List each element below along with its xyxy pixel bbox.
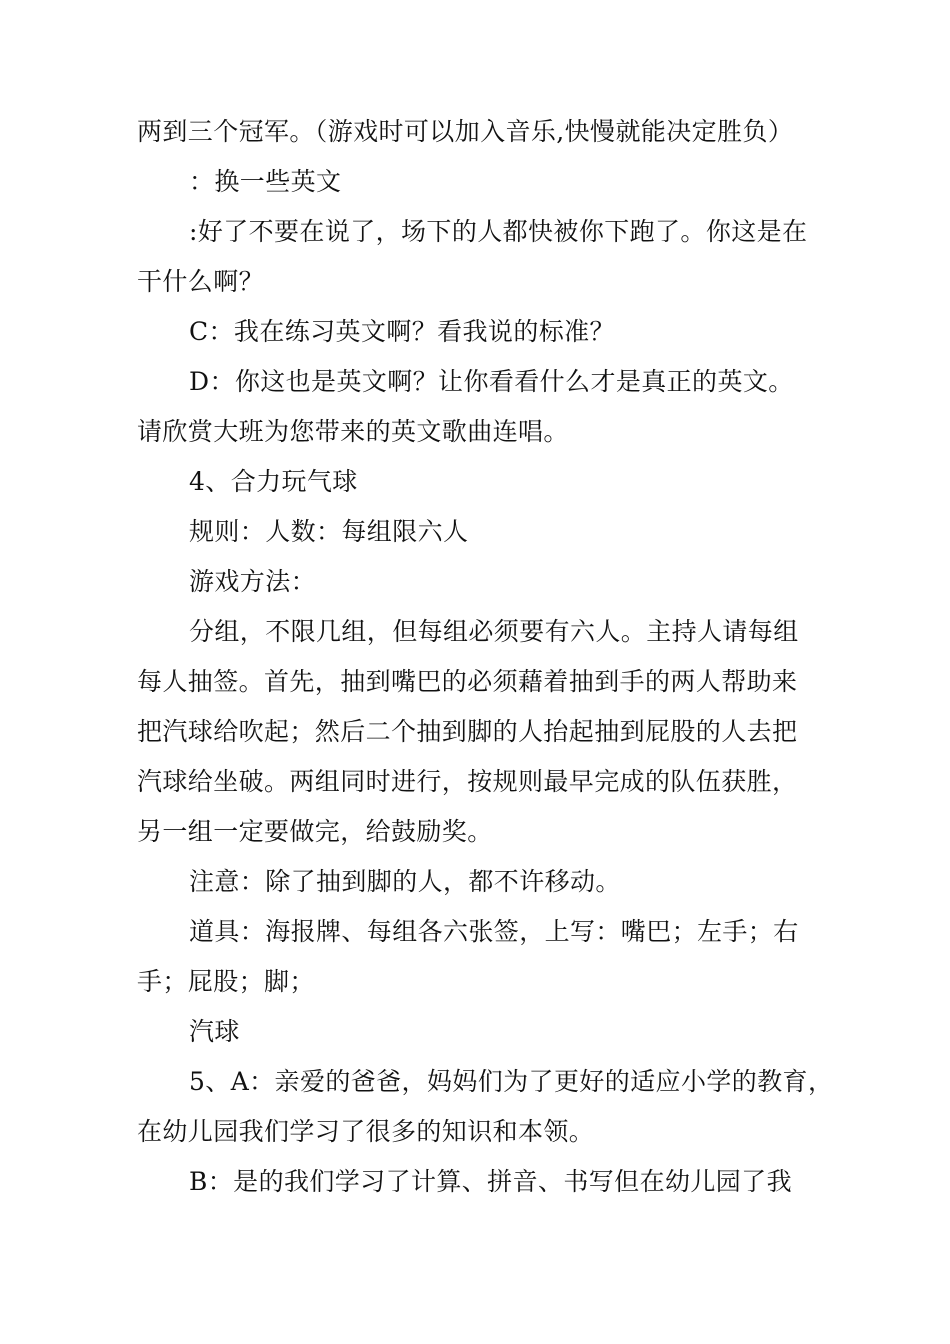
text-line: 每人抽签。首先，抽到嘴巴的必须藉着抽到手的两人帮助来: [137, 667, 798, 696]
text-line: 把汽球给吹起；然后二个抽到脚的人抬起抽到屁股的人去把: [137, 717, 798, 746]
text-line: 请欣赏大班为您带来的英文歌曲连唱。: [137, 417, 569, 446]
text-line: 注意：除了抽到脚的人，都不许移动。: [189, 867, 621, 896]
text-line: 道具：海报牌、每组各六张签，上写：嘴巴；左手；右: [189, 917, 799, 946]
section-heading: 5、A：亲爱的爸爸，妈妈们为了更好的适应小学的教育，: [189, 1067, 834, 1096]
text-line: ：换一些英文: [189, 167, 342, 196]
text-line: 两到三个冠军。（游戏时可以加入音乐,快慢就能决定胜负）: [137, 117, 794, 146]
text-line: 规则：人数：每组限六人: [189, 517, 469, 546]
text-line: 分组，不限几组，但每组必须要有六人。主持人请每组: [189, 617, 799, 646]
text-line: :好了不要在说了，场下的人都快被你下跑了。你这是在: [189, 217, 808, 246]
text-line: 汽球给坐破。两组同时进行，按规则最早完成的队伍获胜，: [137, 767, 798, 796]
text-line: 干什么啊？: [137, 267, 265, 296]
text-line: 汽球: [189, 1017, 240, 1046]
section-heading: 4、合力玩气球: [189, 467, 358, 496]
text-line: 另一组一定要做完，给鼓励奖。: [137, 817, 493, 846]
text-line: 在幼儿园我们学习了很多的知识和本领。: [137, 1117, 595, 1146]
text-line: C：我在练习英文啊？看我说的标准？: [189, 317, 615, 346]
text-line: D：你这也是英文啊？让你看看什么才是真正的英文。: [189, 367, 794, 396]
text-line: 游戏方法：: [189, 567, 317, 596]
text-line: 手；屁股；脚；: [137, 967, 315, 996]
text-line: B：是的我们学习了计算、拼音、书写但在幼儿园了我: [189, 1167, 792, 1196]
